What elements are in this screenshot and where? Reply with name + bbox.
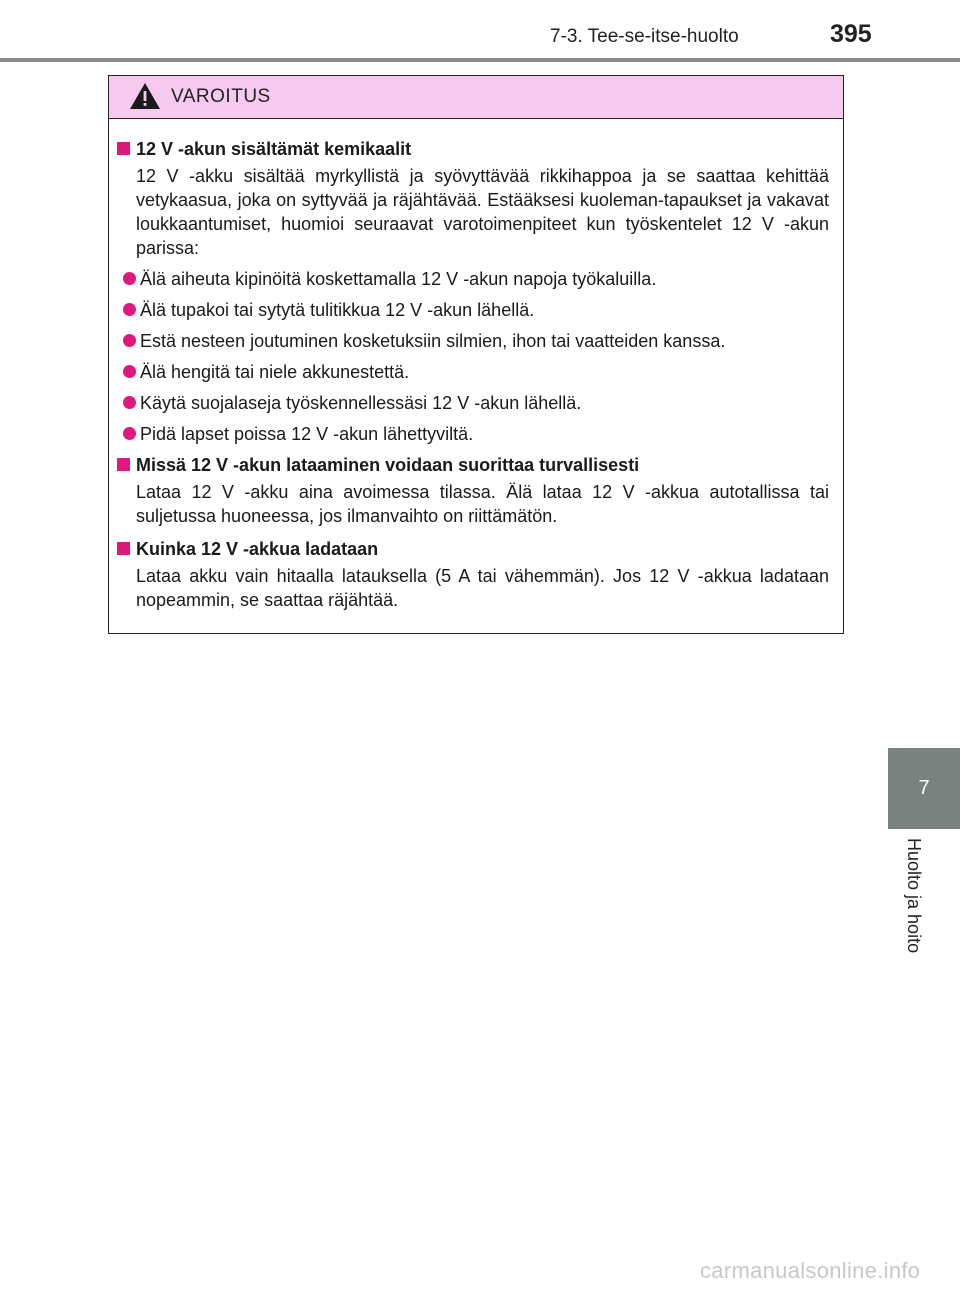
- warning-title: VAROITUS: [171, 86, 271, 107]
- square-bullet-icon: [117, 142, 130, 155]
- page-number: 395: [830, 20, 872, 48]
- section-heading: [117, 137, 829, 161]
- round-bullet-icon: [123, 272, 136, 285]
- section-heading: [117, 453, 829, 477]
- section-heading: [117, 537, 829, 561]
- list-item-text: Estä nesteen joutuminen kosketuksiin silmien, ihon tai vaatteiden kanssa.: [140, 331, 726, 351]
- list-item: [117, 298, 829, 322]
- spacer: [117, 528, 829, 537]
- chapter-label: Huolto ja hoito: [904, 838, 924, 954]
- round-bullet-icon: [123, 365, 136, 378]
- section-paragraph: 12 V -akku sisältää myrkyllistä ja syövyttävää rikkihappoa ja se saattaa kehittää vetykaasua, joka on syttyvää ja räjähtävää. Estääksesi kuoleman-tapaukset ja vakavat loukkaantumiset, huomioi seuraavat varotoimenpiteet kun työskentelet 12 V -akun parissa:: [136, 166, 829, 258]
- bullet-list: [117, 267, 829, 446]
- list-item-text: Älä hengitä tai niele akkunestettä.: [140, 362, 410, 382]
- header-section-title: 7-3. Tee-se-itse-huolto: [550, 26, 739, 47]
- warning-box: [108, 75, 844, 634]
- list-item-text: Käytä suojalaseja työskennellessäsi 12 V -akun lähellä.: [140, 393, 582, 413]
- section-heading-text: Kuinka 12 V -akkua ladataan: [136, 539, 379, 559]
- round-bullet-icon: [123, 427, 136, 440]
- square-bullet-icon: [117, 458, 130, 471]
- section-paragraph: Lataa akku vain hitaalla latauksella (5 A tai vähemmän). Jos 12 V -akkua ladataan nopeammin, se saattaa räjähtää.: [136, 566, 829, 610]
- header-rule: [0, 58, 960, 62]
- list-item: [117, 391, 829, 415]
- warning-triangle-icon: [129, 82, 161, 110]
- list-item-text: Pidä lapset poissa 12 V -akun lähettyviltä.: [140, 424, 474, 444]
- round-bullet-icon: [123, 303, 136, 316]
- list-item-text: Älä aiheuta kipinöitä koskettamalla 12 V -akun napoja työkaluilla.: [140, 269, 657, 289]
- round-bullet-icon: [123, 396, 136, 409]
- warning-body: [109, 119, 843, 612]
- warning-header: [109, 76, 843, 119]
- chapter-tab: 7: [888, 748, 960, 829]
- list-item: [117, 422, 829, 446]
- list-item: [117, 267, 829, 291]
- section-heading-text: Missä 12 V -akun lataaminen voidaan suorittaa turvallisesti: [136, 455, 640, 475]
- list-item: [117, 329, 829, 353]
- list-item-text: Älä tupakoi tai sytytä tulitikkua 12 V -akun lähellä.: [140, 300, 535, 320]
- watermark: carmanualsonline.info: [700, 1258, 921, 1283]
- square-bullet-icon: [117, 542, 130, 555]
- list-item: [117, 360, 829, 384]
- round-bullet-icon: [123, 334, 136, 347]
- section-heading-text: 12 V -akun sisältämät kemikaalit: [136, 139, 412, 159]
- section-paragraph: Lataa 12 V -akku aina avoimessa tilassa. Älä lataa 12 V -akkua autotallissa tai suljetussa huoneessa, jos ilmanvaihto on riittämätön.: [136, 482, 829, 526]
